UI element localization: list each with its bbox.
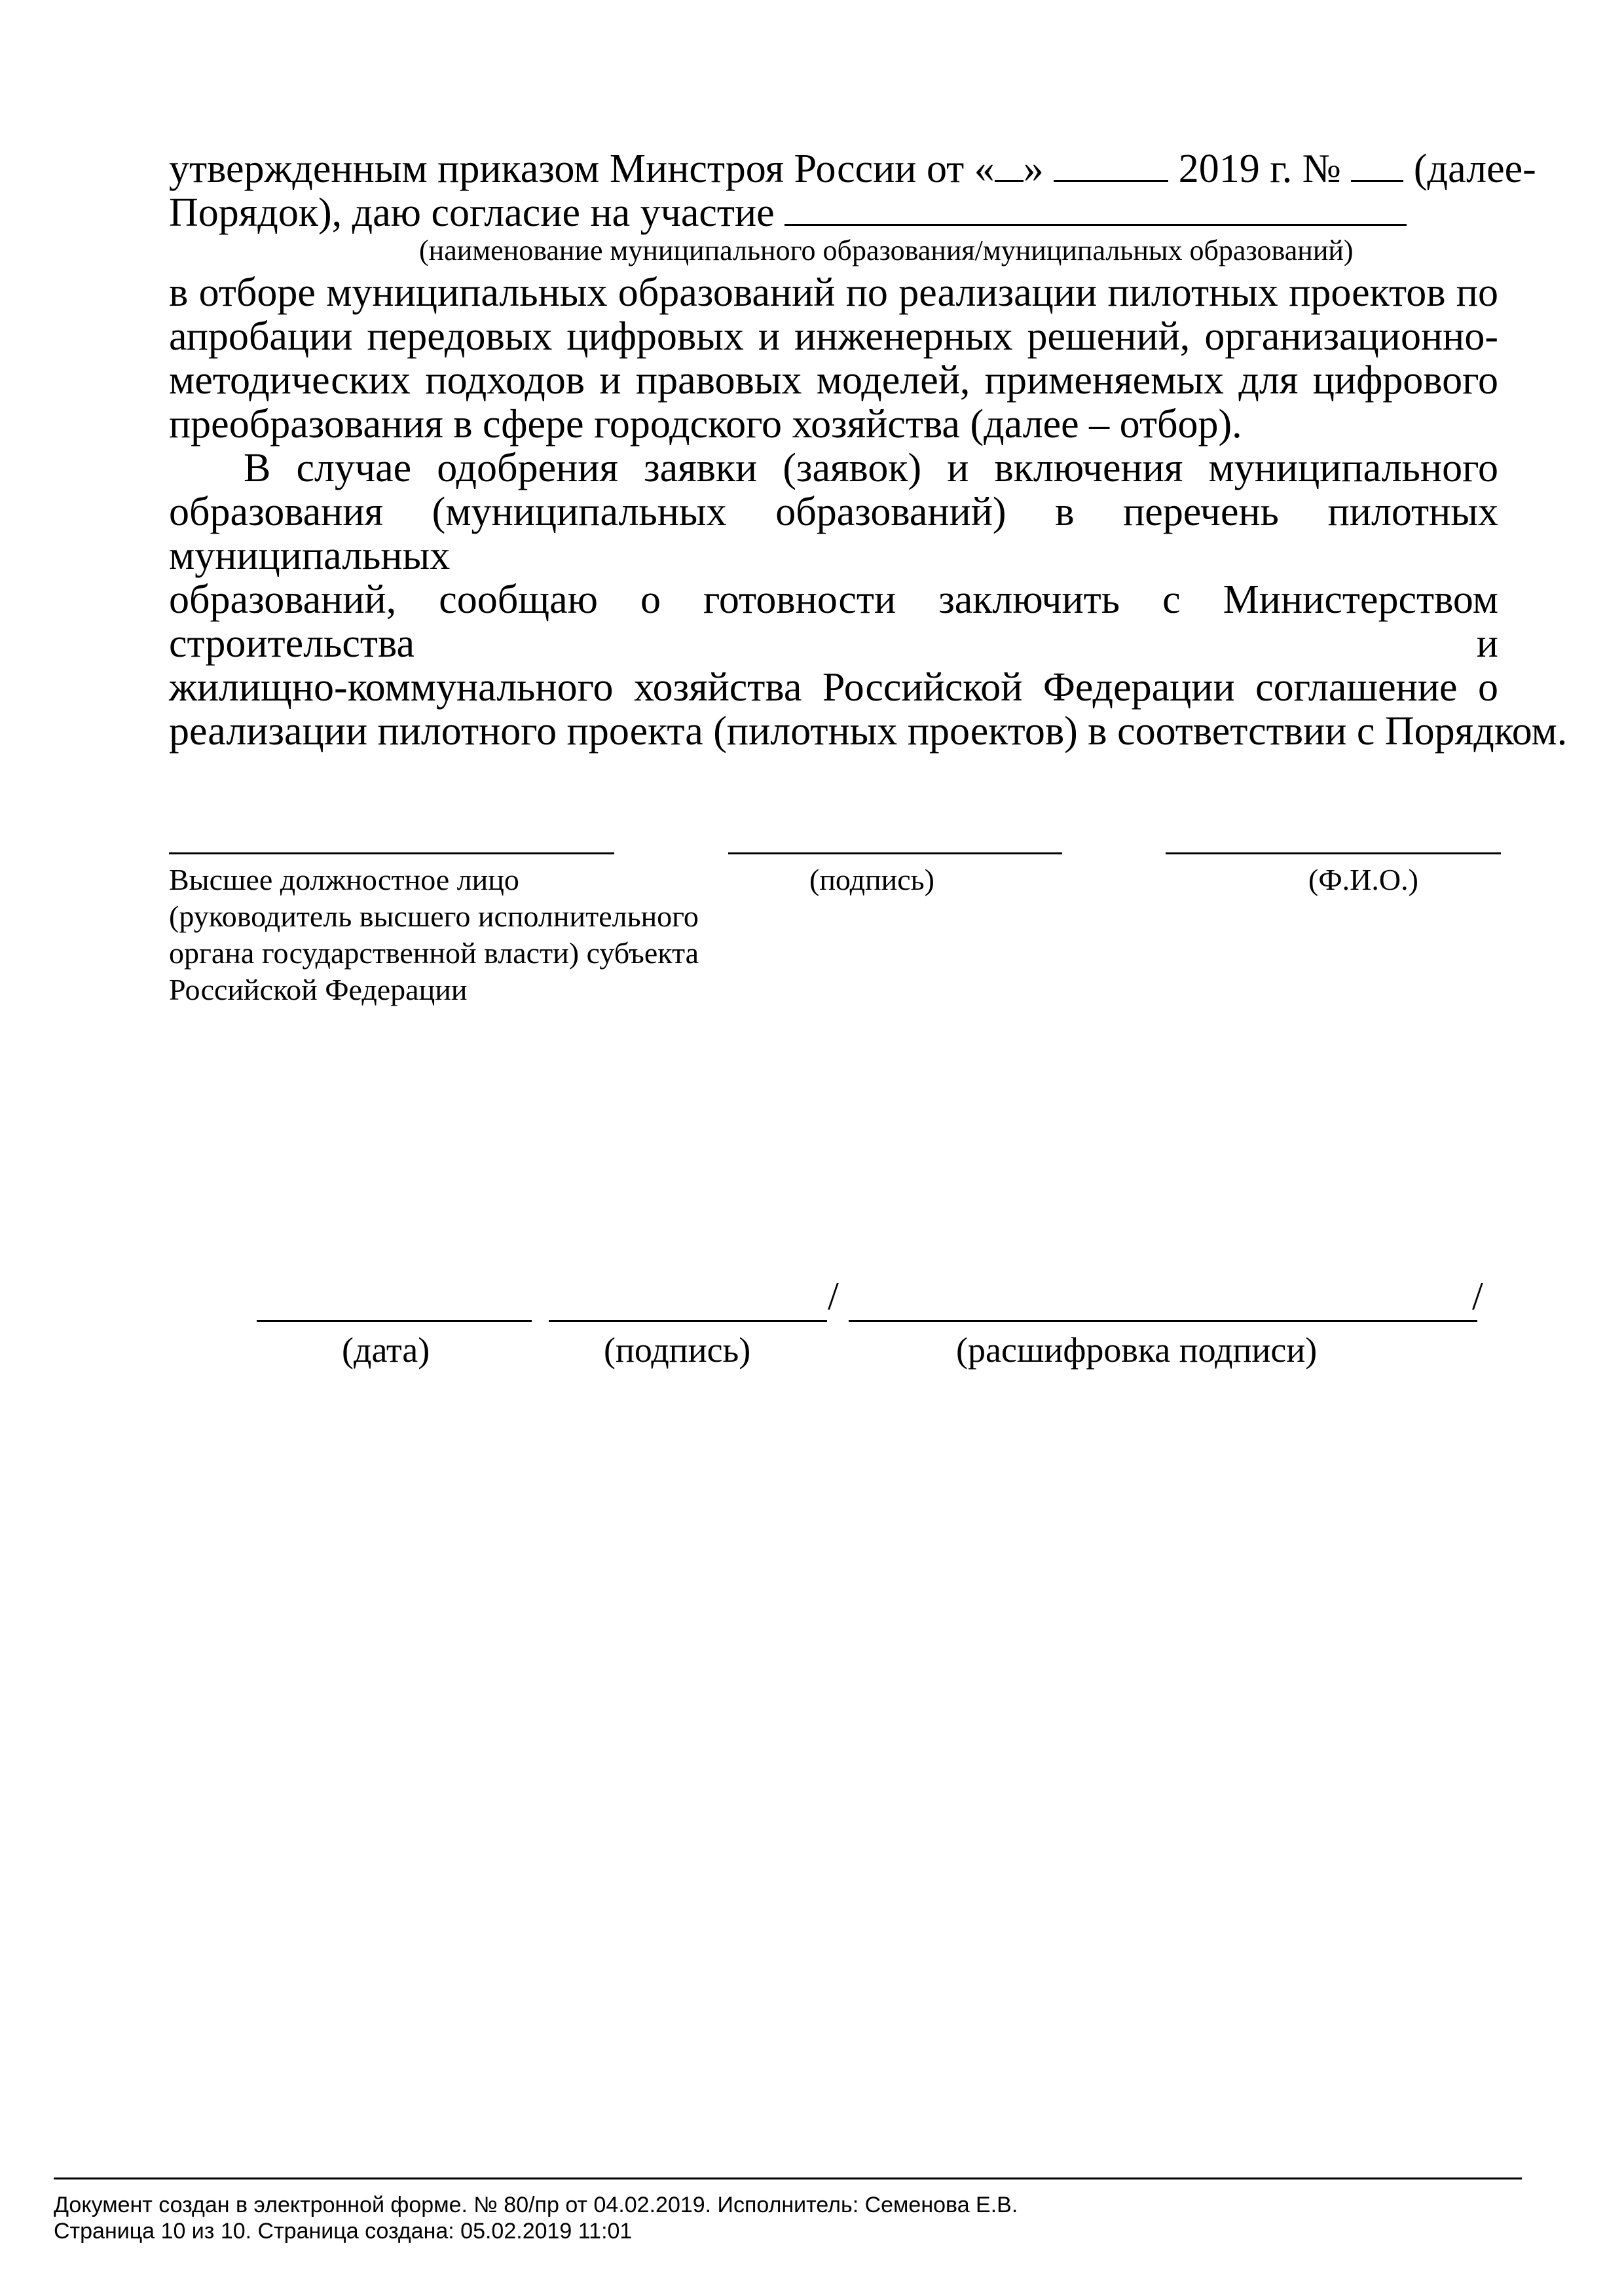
paragraph-1-line: в отборе муниципальных образований по реализации пилотных проектов по [169, 270, 1498, 315]
intro-line-1 [169, 147, 1536, 191]
paragraph-2-line: образования (муниципальных образований) в перечень пилотных муниципальных [169, 490, 1498, 578]
footer [54, 2192, 1018, 2244]
official-title-line: Российской Федерации [169, 973, 468, 1006]
municipality-caption: (наименование муниципального образования/муниципальных образований) [419, 234, 1354, 266]
date-caption: (дата) [342, 1330, 430, 1370]
paragraph-2 [169, 446, 1568, 754]
paragraph-2-line: образований, сообщаю о готовности заключить с Министерством строительства и [169, 577, 1498, 666]
signature-caption-2: (подпись) [604, 1330, 751, 1370]
month-field[interactable] [1054, 147, 1168, 182]
intro-text-b: » [1023, 147, 1044, 191]
signature-transcript-line[interactable] [849, 1320, 1477, 1322]
official-title-line: (руководитель высшего исполнительного [169, 900, 699, 933]
footer-line-1: Документ создан в электронной форме. № 80/пр от 04.02.2019. Исполнитель: Семенова Е.В. [54, 2193, 1018, 2217]
paragraph-1 [169, 271, 1498, 446]
paragraph-1-line: апробации передовых цифровых и инженерных решений, организационно- [169, 314, 1498, 359]
intro-text-d: (далее- [1413, 147, 1536, 191]
paragraph-2-line: жилищно-коммунального хозяйства Российской Федерации соглашение о [169, 665, 1498, 710]
signature-caption: (подпись) [809, 863, 934, 896]
footer-line-2: Страница 10 из 10. Страница создана: 05.02.2019 11:01 [54, 2219, 633, 2244]
paragraph-1-line: методических подходов и правовых моделей, применяемых для цифрового [169, 358, 1498, 403]
intro-text-c: 2019 г. № [1178, 147, 1341, 191]
full-name-caption: (Ф.И.О.) [1308, 863, 1418, 896]
paragraph-1-last-line: преобразования в сфере городского хозяйства (далее – отбор). [169, 402, 1242, 446]
transcript-caption: (расшифровка подписи) [956, 1330, 1318, 1370]
municipality-name-field[interactable] [784, 191, 1407, 226]
official-position-line[interactable] [169, 852, 614, 854]
day-field[interactable] [995, 147, 1024, 182]
intro-text-a: утвержденным приказом Минстроя России от « [169, 147, 995, 191]
full-name-line[interactable] [1166, 852, 1501, 854]
separator-slash: / [828, 1275, 839, 1318]
intro-line-2 [169, 191, 1498, 235]
intro-block [169, 147, 1536, 235]
paragraph-2-line: В случае одобрения заявки (заявок) и включения муниципального [244, 446, 1498, 490]
date-line[interactable] [257, 1320, 532, 1322]
signature-line[interactable] [728, 852, 1062, 854]
official-title-line: Высшее должностное лицо [169, 863, 519, 896]
footer-divider [54, 2178, 1522, 2179]
official-title-line: органа государственной власти) субъекта [169, 936, 699, 970]
paragraph-2-last-line: реализации пилотного проекта (пилотных проектов) в соответствии с Порядком. [169, 709, 1568, 754]
separator-slash: / [1472, 1275, 1483, 1318]
signature-line-2[interactable] [549, 1320, 827, 1322]
official-title [169, 862, 699, 1008]
order-number-field[interactable] [1351, 147, 1403, 182]
intro-text-line2: Порядок), даю согласие на участие [169, 191, 775, 235]
